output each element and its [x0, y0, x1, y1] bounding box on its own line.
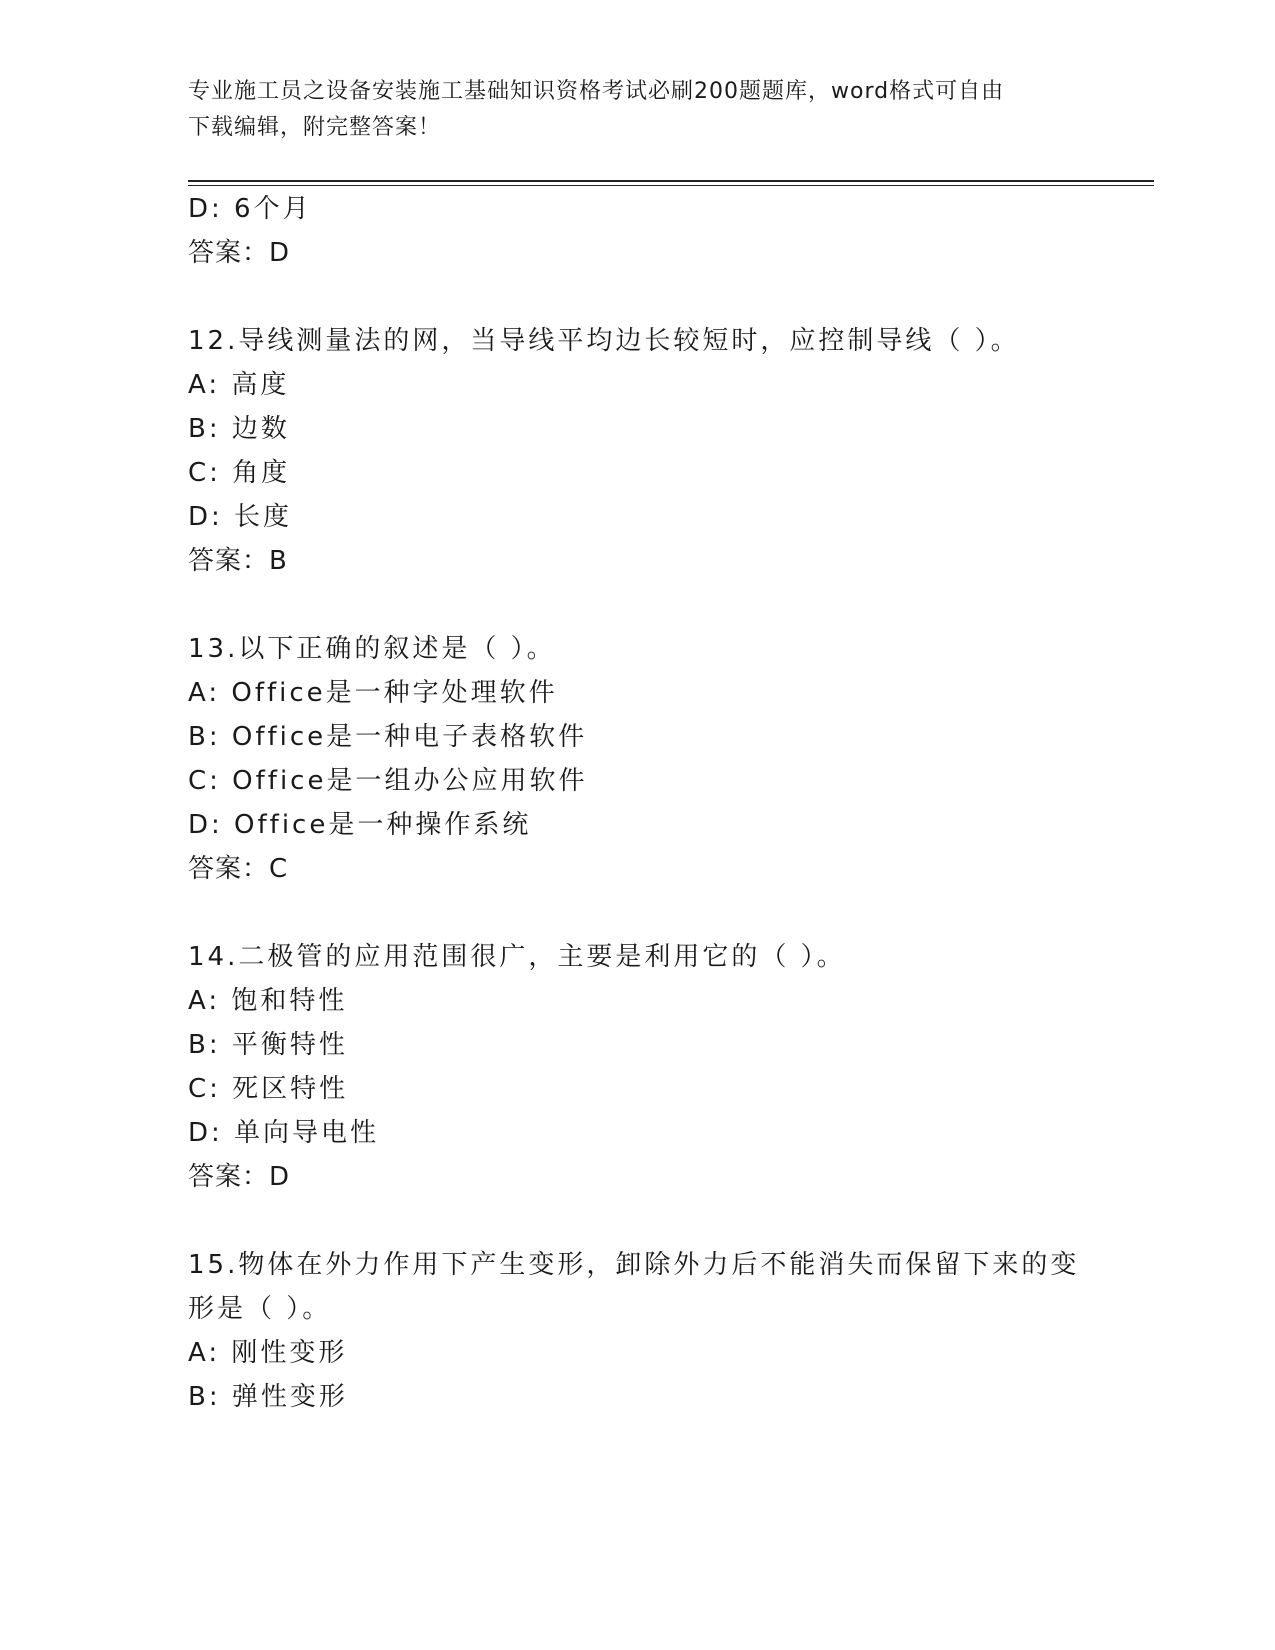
header-line-1: 专业施工员之设备安装施工基础知识资格考试必刷200题题库，word格式可自由 — [188, 79, 1005, 104]
option-a-q14: A: 饱和特性 — [188, 986, 348, 1016]
option-a-q15: A: 刚性变形 — [188, 1338, 348, 1368]
option-c-q13: C: Office是一组办公应用软件 — [188, 766, 588, 796]
question-14: 14.二极管的应用范围很广，主要是利用它的（ ）。 — [188, 942, 846, 972]
option-b-q14: B: 平衡特性 — [188, 1030, 348, 1060]
answer-q14: 答案：D — [188, 1162, 291, 1192]
option-b-q12: B: 边数 — [188, 414, 290, 444]
document-header — [188, 74, 1068, 146]
option-b-q15: B: 弹性变形 — [188, 1382, 348, 1412]
answer-q12: 答案：B — [188, 546, 288, 576]
option-d-q11: D: 6个月 — [188, 194, 312, 224]
option-b-q13: B: Office是一种电子表格软件 — [188, 722, 588, 752]
option-c-q14: C: 死区特性 — [188, 1074, 349, 1104]
answer-q13: 答案：C — [188, 854, 289, 884]
header-line-2: 下载编辑，附完整答案！ — [188, 115, 442, 140]
option-a-q12: A: 高度 — [188, 370, 290, 400]
answer-q11: 答案：D — [188, 238, 291, 268]
option-c-q12: C: 角度 — [188, 458, 291, 488]
header-rule-thin — [188, 185, 1154, 186]
option-a-q13: A: Office是一种字处理软件 — [188, 678, 558, 708]
question-15-line-2: 形是（ ）。 — [188, 1294, 332, 1324]
question-15-line-1: 15.物体在外力作用下产生变形，卸除外力后不能消失而保留下来的变 — [188, 1250, 1080, 1280]
option-d-q12: D: 长度 — [188, 502, 293, 532]
question-13: 13.以下正确的叙述是（ ）。 — [188, 634, 556, 664]
header-rule-thick — [188, 180, 1154, 182]
question-12: 12.导线测量法的网，当导线平均边长较短时，应控制导线（ ）。 — [188, 326, 1020, 356]
option-d-q13: D: Office是一种操作系统 — [188, 810, 532, 840]
option-d-q14: D: 单向导电性 — [188, 1118, 380, 1148]
